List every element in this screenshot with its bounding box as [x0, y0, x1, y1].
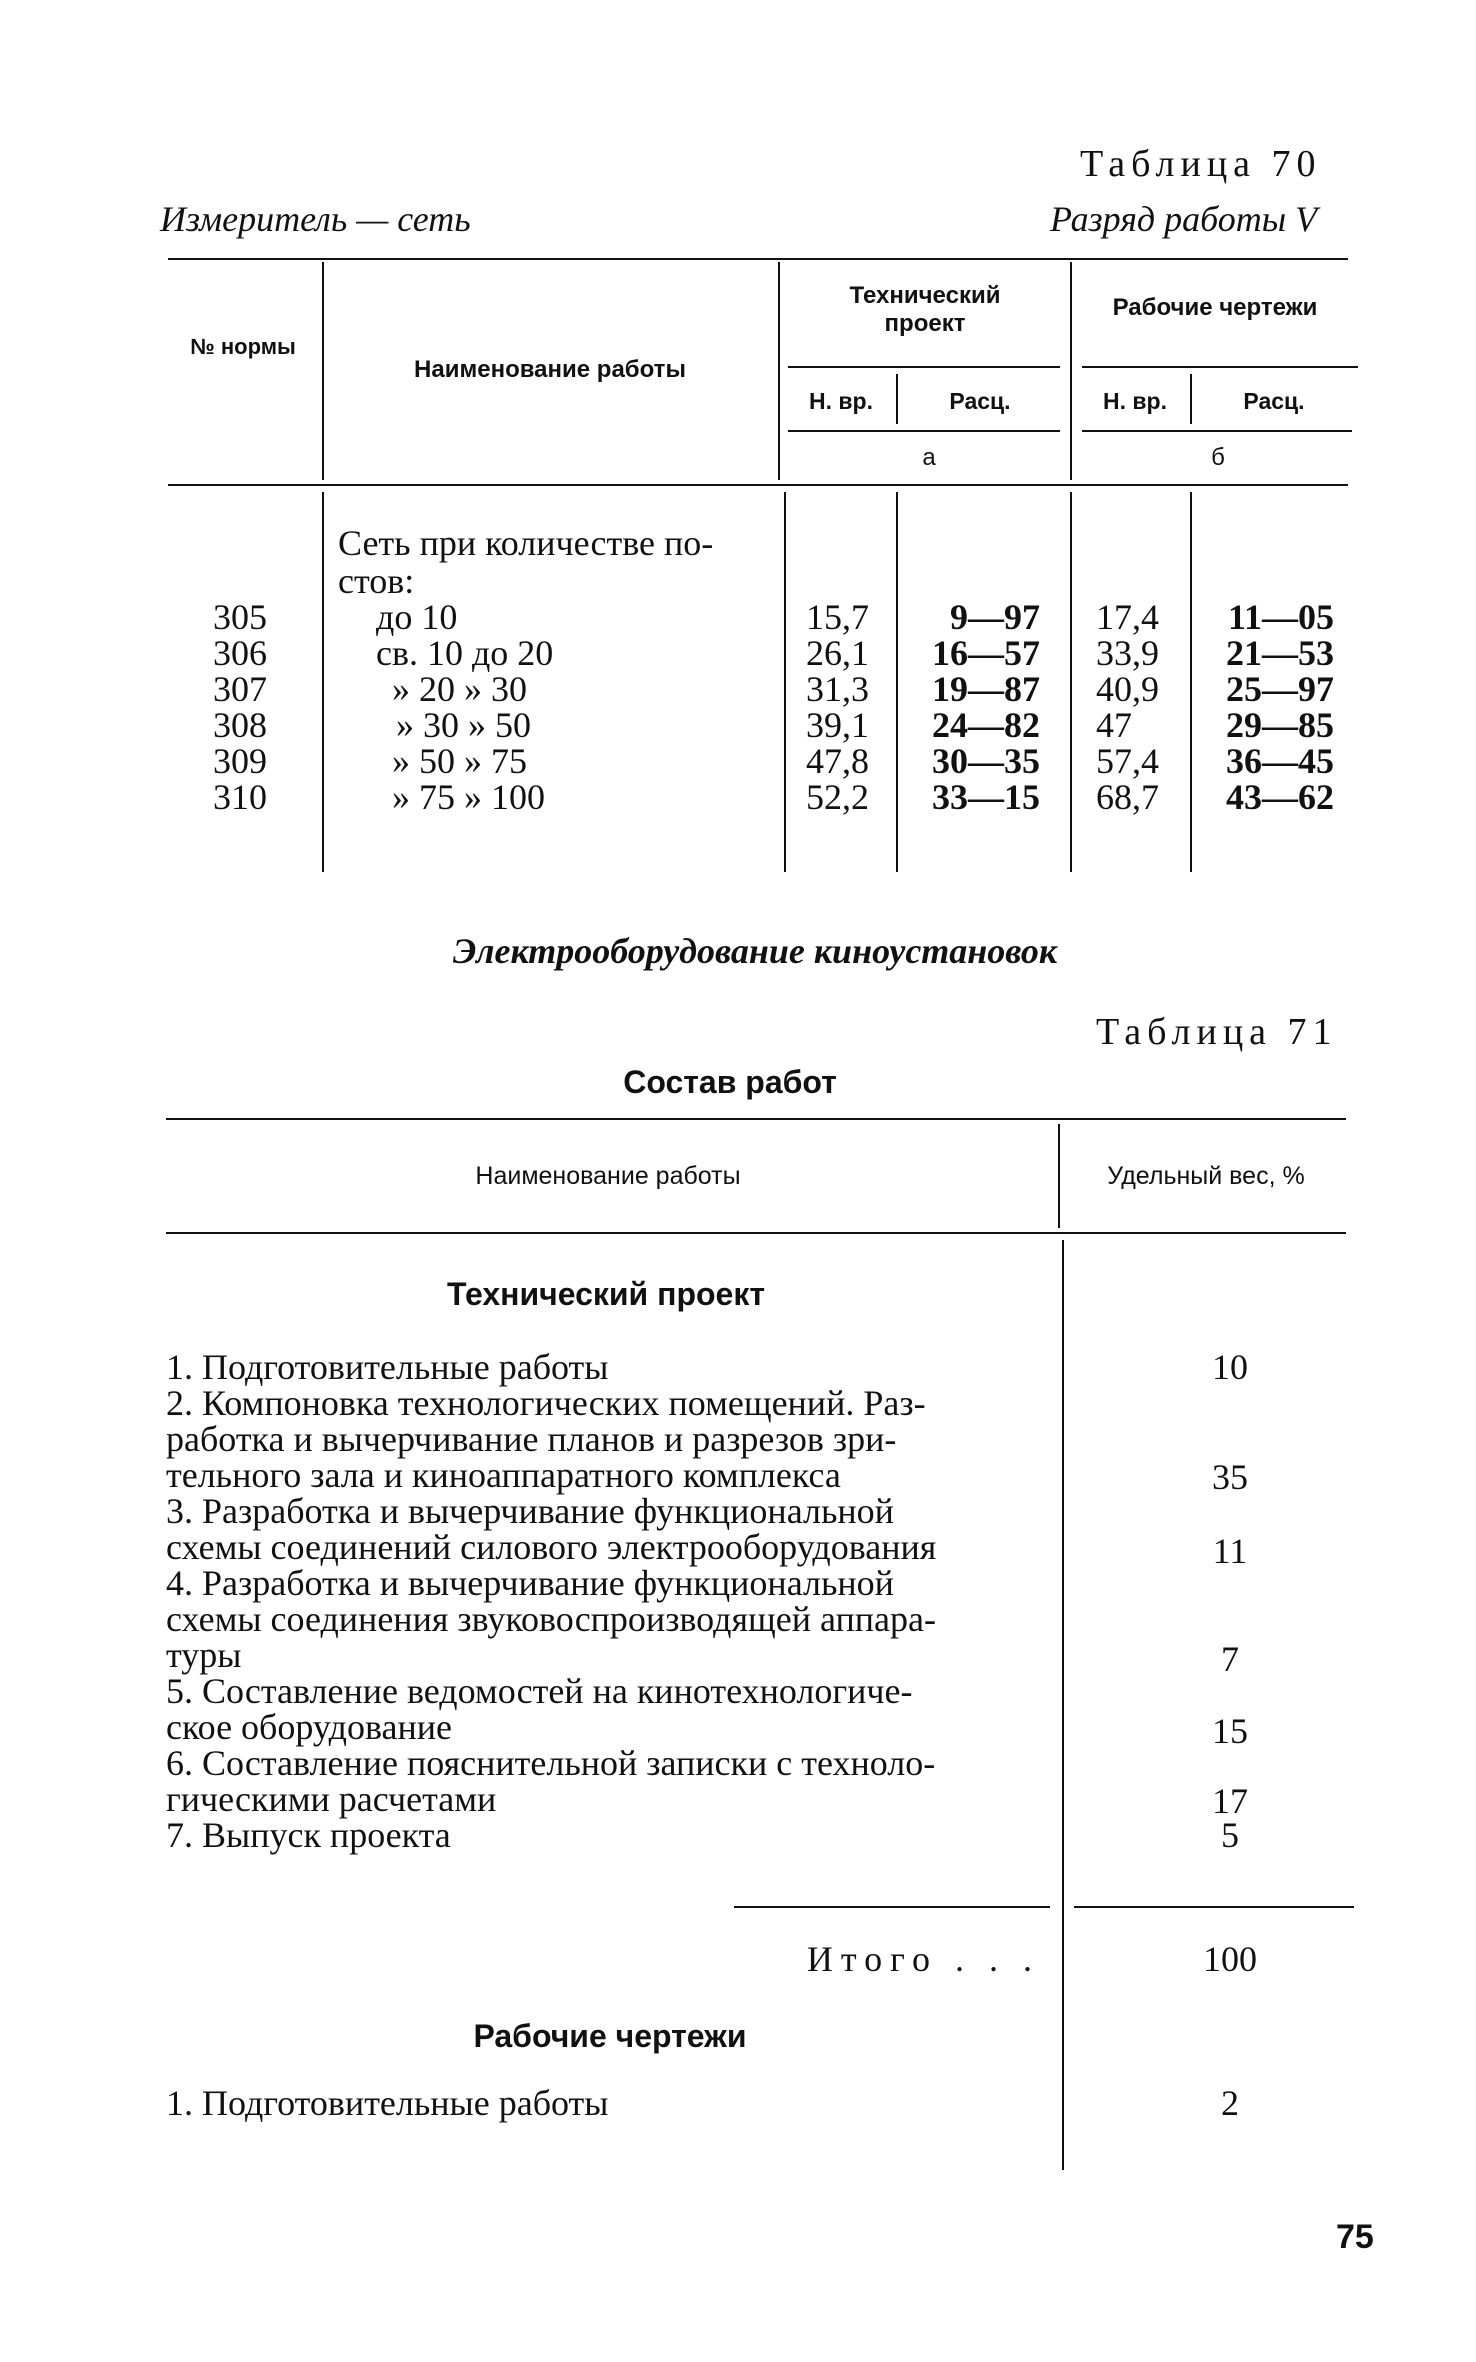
item-text: 7. Выпуск проекта	[166, 1815, 451, 1855]
rc-rasc: 21—53	[1226, 633, 1334, 673]
header-tp-hvr: Н. вр.	[809, 388, 873, 414]
tp-rasc: 9—97	[950, 597, 1040, 637]
header-rc-hvr: Н. вр.	[1103, 388, 1167, 414]
rc-rasc: 43—62	[1226, 777, 1334, 817]
header-work-name: Наименование работы	[475, 1162, 741, 1190]
item-weight: 17	[1212, 1781, 1248, 1821]
work-name: до 10	[376, 597, 458, 637]
table71-subtitle: Состав работ	[623, 1064, 837, 1100]
tp-rasc: 30—35	[932, 741, 1040, 781]
table70-title: Таблица 70	[1080, 143, 1322, 185]
header-col-b: б	[1211, 444, 1225, 471]
work-name: » 20 » 30	[392, 669, 527, 709]
rc-hvr: 40,9	[1096, 669, 1159, 709]
item-text: 2. Компоновка технологических помещений. Раз-	[166, 1383, 926, 1423]
tp-hvr: 31,3	[806, 669, 869, 709]
header-norm-no: № нормы	[190, 334, 296, 359]
page-number: 75	[1336, 2218, 1374, 2256]
item-weight: 11	[1212, 1531, 1248, 1571]
norm-no: 307	[213, 669, 267, 709]
header-work-name: Наименование работы	[414, 356, 686, 383]
rc-hvr: 33,9	[1096, 633, 1159, 673]
item-weight: 35	[1212, 1457, 1248, 1497]
tp-hvr: 52,2	[806, 777, 869, 817]
header-tp-rasc: Расц.	[949, 388, 1011, 414]
norm-no: 306	[213, 633, 267, 673]
norm-no: 305	[213, 597, 267, 637]
group-label: Сеть при количестве по-	[338, 523, 714, 563]
total-value: 100	[1203, 1939, 1257, 1979]
work-name: » 50 » 75	[392, 741, 527, 781]
tech-project-heading: Технический проект	[446, 1276, 766, 1312]
table71-title: Таблица 71	[1096, 1011, 1338, 1053]
item-text: 3. Разработка и вычерчивание функциональной	[166, 1491, 894, 1531]
section-title: Электрооборудование киноустановок	[452, 931, 1058, 971]
work-name: » 30 » 50	[396, 705, 531, 745]
rc-rasc: 25—97	[1226, 669, 1334, 709]
header-rc-rasc: Расц.	[1243, 388, 1305, 414]
item-weight: 5	[1221, 1815, 1239, 1855]
item-weight: 10	[1212, 1347, 1248, 1387]
item-text: 4. Разработка и вычерчивание функциональной	[166, 1563, 894, 1603]
item-text: схемы соединения звуковоспроизводящей аппара-	[166, 1599, 936, 1639]
tp-rasc: 24—82	[932, 705, 1040, 745]
rc-hvr: 47	[1096, 705, 1132, 745]
rc-hvr: 68,7	[1096, 777, 1159, 817]
item-text: 6. Составление пояснительной записки с техноло-	[166, 1743, 936, 1783]
table70-meter: Измеритель — сеть	[160, 199, 471, 239]
tp-hvr: 47,8	[806, 741, 869, 781]
total-label: Итого . . .	[806, 1939, 1040, 1979]
item-text: гическими расчетами	[166, 1779, 497, 1819]
item-weight: 2	[1221, 2083, 1239, 2123]
table70-category: Разряд работы V	[1050, 199, 1318, 239]
item-text: тельного зала и киноаппаратного комплекса	[166, 1455, 841, 1495]
group-label-cont: стов:	[338, 561, 415, 601]
item-text: 5. Составление ведомостей на кинотехнологиче-	[166, 1671, 913, 1711]
rc-hvr: 57,4	[1096, 741, 1159, 781]
tp-rasc: 16—57	[932, 633, 1040, 673]
norm-no: 310	[213, 777, 267, 817]
rc-rasc: 36—45	[1226, 741, 1334, 781]
rc-rasc: 11—05	[1227, 597, 1334, 637]
item-text: работка и вычерчивание планов и разрезов зри-	[166, 1419, 897, 1459]
item-text: 1. Подготовительные работы	[166, 2083, 609, 2123]
work-drawings-heading: Рабочие чертежи	[473, 2018, 747, 2054]
norm-no: 308	[213, 705, 267, 745]
header-work-drawings: Рабочие чертежи	[1112, 294, 1318, 321]
tp-hvr: 15,7	[806, 597, 869, 637]
work-name: » 75 » 100	[392, 777, 545, 817]
item-text: ское оборудование	[166, 1707, 452, 1747]
tp-rasc: 19—87	[932, 669, 1040, 709]
tp-hvr: 26,1	[806, 633, 869, 673]
item-text: схемы соединений силового электрооборудования	[166, 1527, 937, 1567]
rc-rasc: 29—85	[1226, 705, 1334, 745]
header-col-a: а	[922, 444, 936, 471]
norm-no: 309	[213, 741, 267, 781]
item-text: туры	[166, 1635, 242, 1675]
tp-hvr: 39,1	[806, 705, 869, 745]
work-name: св. 10 до 20	[376, 633, 554, 673]
tp-rasc: 33—15	[932, 777, 1040, 817]
item-text: 1. Подготовительные работы	[166, 1347, 609, 1387]
item-weight: 7	[1221, 1639, 1239, 1679]
rc-hvr: 17,4	[1096, 597, 1159, 637]
item-weight: 15	[1212, 1711, 1248, 1751]
header-tech-project: Технический проект	[849, 282, 1001, 337]
header-weight: Удельный вес, %	[1107, 1162, 1305, 1190]
